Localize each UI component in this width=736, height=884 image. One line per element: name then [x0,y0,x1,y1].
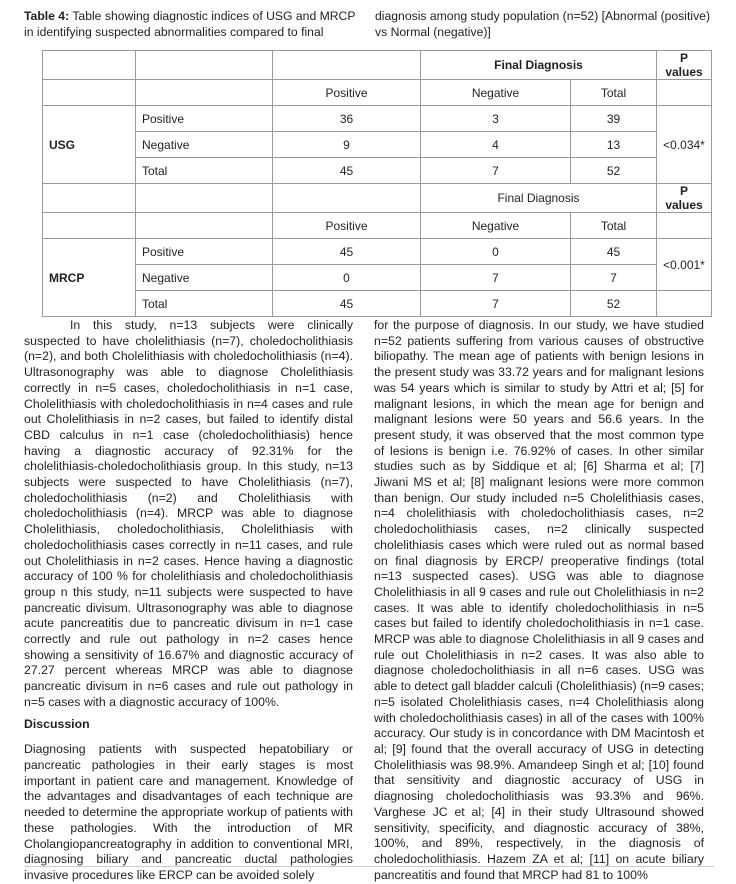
footer-divider [24,866,714,867]
p-values-header-2: P values [657,184,712,213]
col-positive: Positive [273,80,421,106]
table-caption-right: diagnosis among study population (n=52) [Abnormal (positive) vs Normal (negative)] [375,9,711,39]
discussion-paragraph: Diagnosing patients with suspected hepatobiliary or pancreatic pathologies in their early stages is most important in patient care and management. Knowledge of the advantages and disadvantages of each technique are needed to determine the appropriate workup of patients with these pathologies. With the introduction of MR Cholangiopancreatography in addition to conventional MRI, diagnosing biliary and pancreatic ductal pathologies invasive procedures like ERCP can be avoided solely [24,742,353,882]
table-caption-left [24,8,364,40]
final-diagnosis-header: Final Diagnosis [421,51,657,80]
diagnostic-indices-table [42,50,711,310]
caption-text-left: Table showing diagnostic indices of USG and MRCP in identifying suspected abnormalities compared to final [24,9,356,39]
p-values-header: P values [657,51,712,80]
table-label: Table 4: [24,9,70,23]
usg-p-value: <0.034* [657,106,712,184]
table-row: Negative 9 4 13 [43,132,712,158]
results-paragraph: In this study, n=13 subjects were clinically suspected to have cholelithiasis (n=7), choledocholithiasis (n=2), and both Cholelithiasis with choledocholithiasis (n=4). Ultrasonography was able to diagnose Cholelithiasis correctly in n=5 cases, choledocholithiasis in n=1 case, Cholelithiasis with choledocholithiasis in n=4 cases and rule out Cholelithiasis in n=2 cases, but failed to identify distal CBD calculus in n=1 case (choledocholithiasis) hence having a diagnostic accuracy of 92.31% for the cholelithiasis-choledocholithiasis group. In this study, n=13 subjects were suspected to have Cholelithiasis (n=7), choledocholithiasis (n=2) and Cholelithiasis with choledocholithiasis (n=4). MRCP was able to diagnose Cholelithiasis, choledocholithiasis, Cholelithiasis with choledocholithiasis cases correctly in n=11 cases, and rule out Cholelithiasis in n=2 cases. Hence having a diagnostic accuracy of 100 % for cholelithiasis and choledocholithiasis group n this study, n=11 subjects were suspected to have pancreatic divisum. Ultrasonography was able to diagnose acute pancreatitis due to pancreatic divisum in n=1 case correctly and rule out pathology in n=2 cases hence showing a sensitivity of 16.67% and diagnostic accuracy of 27.27 percent whereas MRCP was able to diagnose pancreatic divisum in n=6 cases and rule out pathology in n=5 cases with a diagnostic accuracy of 100%. [24,318,353,709]
col-negative: Negative [421,80,571,106]
col-total: Total [571,80,657,106]
table-subheader-row [43,80,712,106]
table-row: USG Positive 36 3 39 <0.034* [43,106,712,132]
final-diagnosis-header-2: Final Diagnosis [421,184,657,213]
right-text-column [374,318,704,883]
table-header-row [43,184,712,213]
left-text-column [24,318,353,884]
mrcp-p-value: <0.001* [657,239,712,291]
table-header-row [43,51,712,80]
table-row: Negative 0 7 7 [43,265,712,291]
mrcp-label: MRCP [43,239,136,317]
table-row: MRCP Positive 45 0 45 <0.001* [43,239,712,265]
discussion-continued-paragraph: for the purpose of diagnosis. In our study, we have studied n=52 patients suffering from various causes of obstructive biliopathy. The mean age of patients with benign lesions in the present study was 33.72 years and for malignant lesions was 54 years which is similar to study by Attri et al; [5] for malignant lesions, in which the mean age for benign and malignant lesions were 50 years and 56.6 years. In the present study, it was observed that the most common type of lesions is benign i.e. 76.92% of cases. In other similar studies such as by Siddique et al; [6] Sharma et al; [7] Jiwani MS et al; [8] malignant lesions were more common than benign. Our study included n=5 Cholelithiasis cases, n=4 cholelithiasis with choledocholithiasis cases, n=2 choledocholithiasis cases, n=2 clinically suspected cholelithiasis cases which were ruled out as normal based on final diagnosis by ERCP/ preoperative findings (total n=13 suspected cases). USG was able to diagnose Cholelithiasis in all 9 cases and rule out Cholelithiasis in n=2 cases. It was able to identify choledocholithiasis in n=5 cases but failed to identify choledocholithiasis in n=1 case. MRCP was able to diagnose Cholelithiasis in all 9 cases and rule out Cholelithiasis in n=2 cases. It was also able to diagnose choledocholithiasis in all n=6 cases. USG was able to detect gall bladder calculi (Cholelithiasis) (n=9 cases; n=5 isolated Cholelithiasis cases, n=4 Cholelithiasis along with choledocholithiasis cases) in all of the cases with 100% accuracy. Our study is in concordance with DM Macintosh et al; [9] found that the overall accuracy of USG in detecting Cholelithiasis was 98.9%. Amandeep Singh et al; [10] found that sensitivity and diagnostic accuracy of USG in diagnosing choledocholithiasis was 93.3% and 96%. Varghese JC et al; [4] in their study Ultrasound showed sensitivity, specificity, and diagnostic accuracy of 38%, 100%, and 89%, respectively, in the diagnosis of choledocholithiasis. Hazem ZA et al; [11] on acute biliary pancreatitis and found that MRCP had 81 to 100% [374,318,704,882]
table-row: Total 45 7 52 [43,291,712,317]
usg-label: USG [43,106,136,184]
table-row: Total 45 7 52 [43,158,712,184]
discussion-heading: Discussion [24,716,90,731]
table-subheader-row: Positive Negative Total [43,213,712,239]
